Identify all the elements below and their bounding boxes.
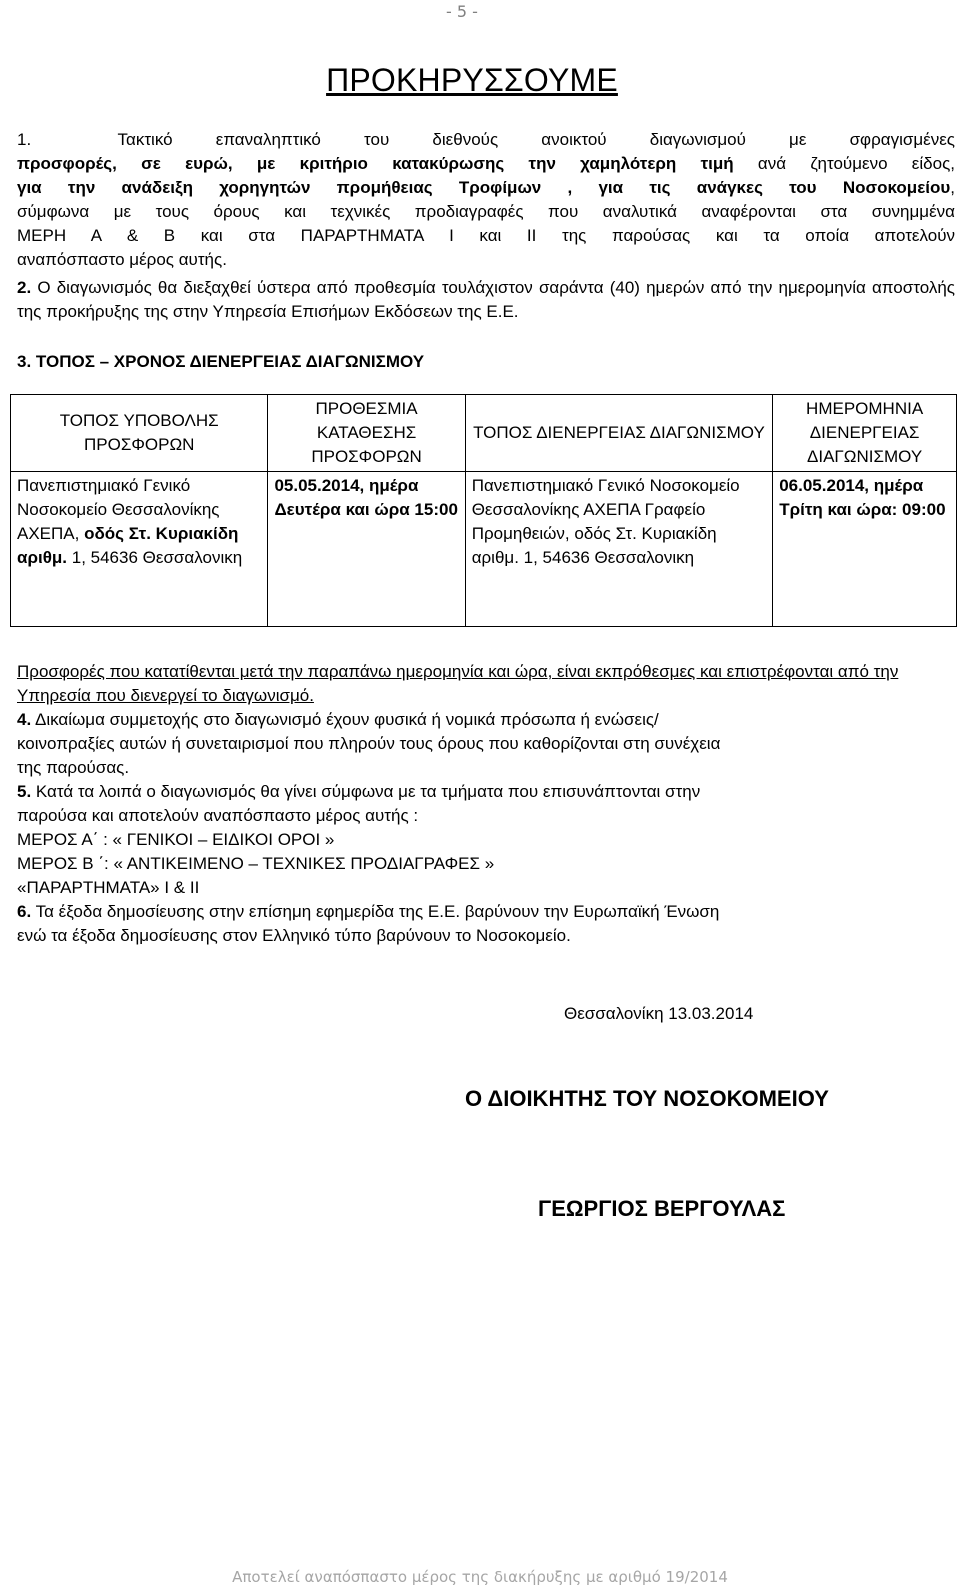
header-tender-date: ΗΜΕΡΟΜΗΝΙΑ ΔΙΕΝΕΡΓΕΙΑΣ ΔΙΑΓΩΝΙΣΜΟΥ [773, 395, 957, 472]
section-4-line-2: κοινοπραξίες αυτών ή συνεταιρισμοί που πληρούν τους όρους που καθορίζονται στη συνέχεια [17, 734, 721, 753]
document-title: ΠΡΟΚΗΡΥΣΣΟΥΜΕ [326, 62, 618, 98]
part-a-line: ΜΕΡΟΣ Α΄ : « ΓΕΝΙΚΟΙ – ΕΙΔΙΚΟΙ ΟΡΟΙ » [17, 830, 335, 849]
late-offers-notice: Προσφορές που κατατίθενται μετά την παραπάνω ημερομηνία και ώρα, είναι εκπρόθεσμες και επιστρέφονται από την Υπηρεσία που διενεργεί το διαγωνισμό. [17, 662, 899, 705]
section-2-text: Ο διαγωνισμός θα διεξαχθεί ύστερα από προθεσμία τουλάχιστον σαράντα (40) ημερών από την ημερομηνία αποστολής της προκήρυξης της στην Υπηρεσία Επισήμων Εκδόσεων της Ε.Ε. [17, 278, 955, 321]
signatory-name: ΓΕΩΡΓΙΟΣ ΒΕΡΓΟΥΛΑΣ [538, 1196, 786, 1221]
cell-submission-place: Πανεπιστημιακό Γενικό Νοσοκομείο Θεσσαλονίκης ΑΧΕΠΑ, οδός Στ. Κυριακίδη αριθμ. 1, 54636 Θεσσαλονικη [11, 472, 268, 627]
section-4: 4. Δικαίωμα συμμετοχής στο διαγωνισμό έχουν φυσικά ή νομικά πρόσωπα ή ενώσεις/ [17, 710, 659, 729]
section-4-line-3: της παρούσας. [17, 758, 130, 777]
section-1-line-1: 1. Τακτικό επαναληπτικό του διεθνούς ανοικτού διαγωνισμού με σφραγισμένες [17, 130, 955, 149]
section-6-line-2: ενώ τα έξοδα δημοσίευσης στον Ελληνικό τύπο βαρύνουν το Νοσοκομείο. [17, 926, 571, 945]
place-date: Θεσσαλονίκη 13.03.2014 [564, 1004, 754, 1023]
cell-tender-date: 06.05.2014, ημέρα Τρίτη και ώρα: 09:00 [773, 472, 957, 627]
signatory-title: Ο ΔΙΟΙΚΗΤΗΣ ΤΟΥ ΝΟΣΟΚΟΜΕΙΟΥ [465, 1086, 829, 1111]
header-submission-place: ΤΟΠΟΣ ΥΠΟΒΟΛΗΣ ΠΡΟΣΦΟΡΩΝ [11, 395, 268, 472]
cell-tender-place: Πανεπιστημιακό Γενικό Νοσοκομείο Θεσσαλονίκης ΑΧΕΠΑ Γραφείο Προμηθειών, οδός Στ. Κυριακίδη αριθμ. 1, 54636 Θεσσαλονικη [465, 472, 773, 627]
table-row [11, 472, 957, 627]
tender-schedule-table [10, 394, 957, 627]
annexes-line: «ΠΑΡΑΡΤΗΜΑΤΑ» Ι & ΙΙ [17, 878, 200, 897]
page-footer: Αποτελεί αναπόσπαστο μέρος της διακήρυξης με αριθμό 19/2014 [232, 1568, 728, 1586]
section-1-line-4: σύμφωνα με τους όρους και τεχνικές προδιαγραφές που αναλυτικά αναφέρονται στα συνημμένα [17, 202, 955, 221]
page-number: - 5 - [446, 2, 478, 21]
section-1-line-3: για την ανάδειξη χορηγητών προμήθειας Τροφίμων , για τις ανάγκες του Νοσοκομείου, [17, 178, 955, 197]
section-6: 6. Τα έξοδα δημοσίευσης στην επίσημη εφημερίδα της Ε.Ε. βαρύνουν την Ευρωπαϊκή Ένωση [17, 902, 720, 921]
section-1-line-2: προσφορές, σε ευρώ, με κριτήριο κατακύρωσης την χαμηλότερη τιμή ανά ζητούμενο είδος, [17, 154, 955, 173]
cell-submission-deadline: 05.05.2014, ημέρα Δευτέρα και ώρα 15:00 [268, 472, 465, 627]
section-1-number: 1. [17, 130, 32, 149]
lower-body [17, 660, 955, 948]
section-5: 5. Κατά τα λοιπά ο διαγωνισμός θα γίνει σύμφωνα με τα τμήματα που επισυνάπτονται στην [17, 782, 701, 801]
section-2-number: 2. [17, 278, 32, 297]
section-1-line-5: ΜΕΡΗ Α & Β και στα ΠΑΡΑΡΤΗΜΑΤΑ Ι και ΙΙ της παρούσας και τα οποία αποτελούν [17, 226, 955, 245]
section-1 [17, 128, 955, 272]
section-2 [17, 276, 955, 324]
section-5-line-2: παρούσα και αποτελούν αναπόσπαστο μέρος αυτής : [17, 806, 419, 825]
header-submission-deadline: ΠΡΟΘΕΣΜΙΑ ΚΑΤΑΘΕΣΗΣ ΠΡΟΣΦΟΡΩΝ [268, 395, 465, 472]
table-header-row [11, 395, 957, 472]
section-3-heading: 3. ΤΟΠΟΣ – ΧΡΟΝΟΣ ΔΙΕΝΕΡΓΕΙΑΣ ΔΙΑΓΩΝΙΣΜΟΥ [17, 352, 425, 371]
section-1-line-6: αναπόσπαστο μέρος αυτής. [17, 250, 227, 269]
part-b-line: ΜΕΡΟΣ Β ΄: « ΑΝΤΙΚΕΙΜΕΝΟ – ΤΕΧΝΙΚΕΣ ΠΡΟΔΙΑΓΡΑΦΕΣ » [17, 854, 495, 873]
header-tender-place: ΤΟΠΟΣ ΔΙΕΝΕΡΓΕΙΑΣ ΔΙΑΓΩΝΙΣΜΟΥ [465, 395, 773, 472]
